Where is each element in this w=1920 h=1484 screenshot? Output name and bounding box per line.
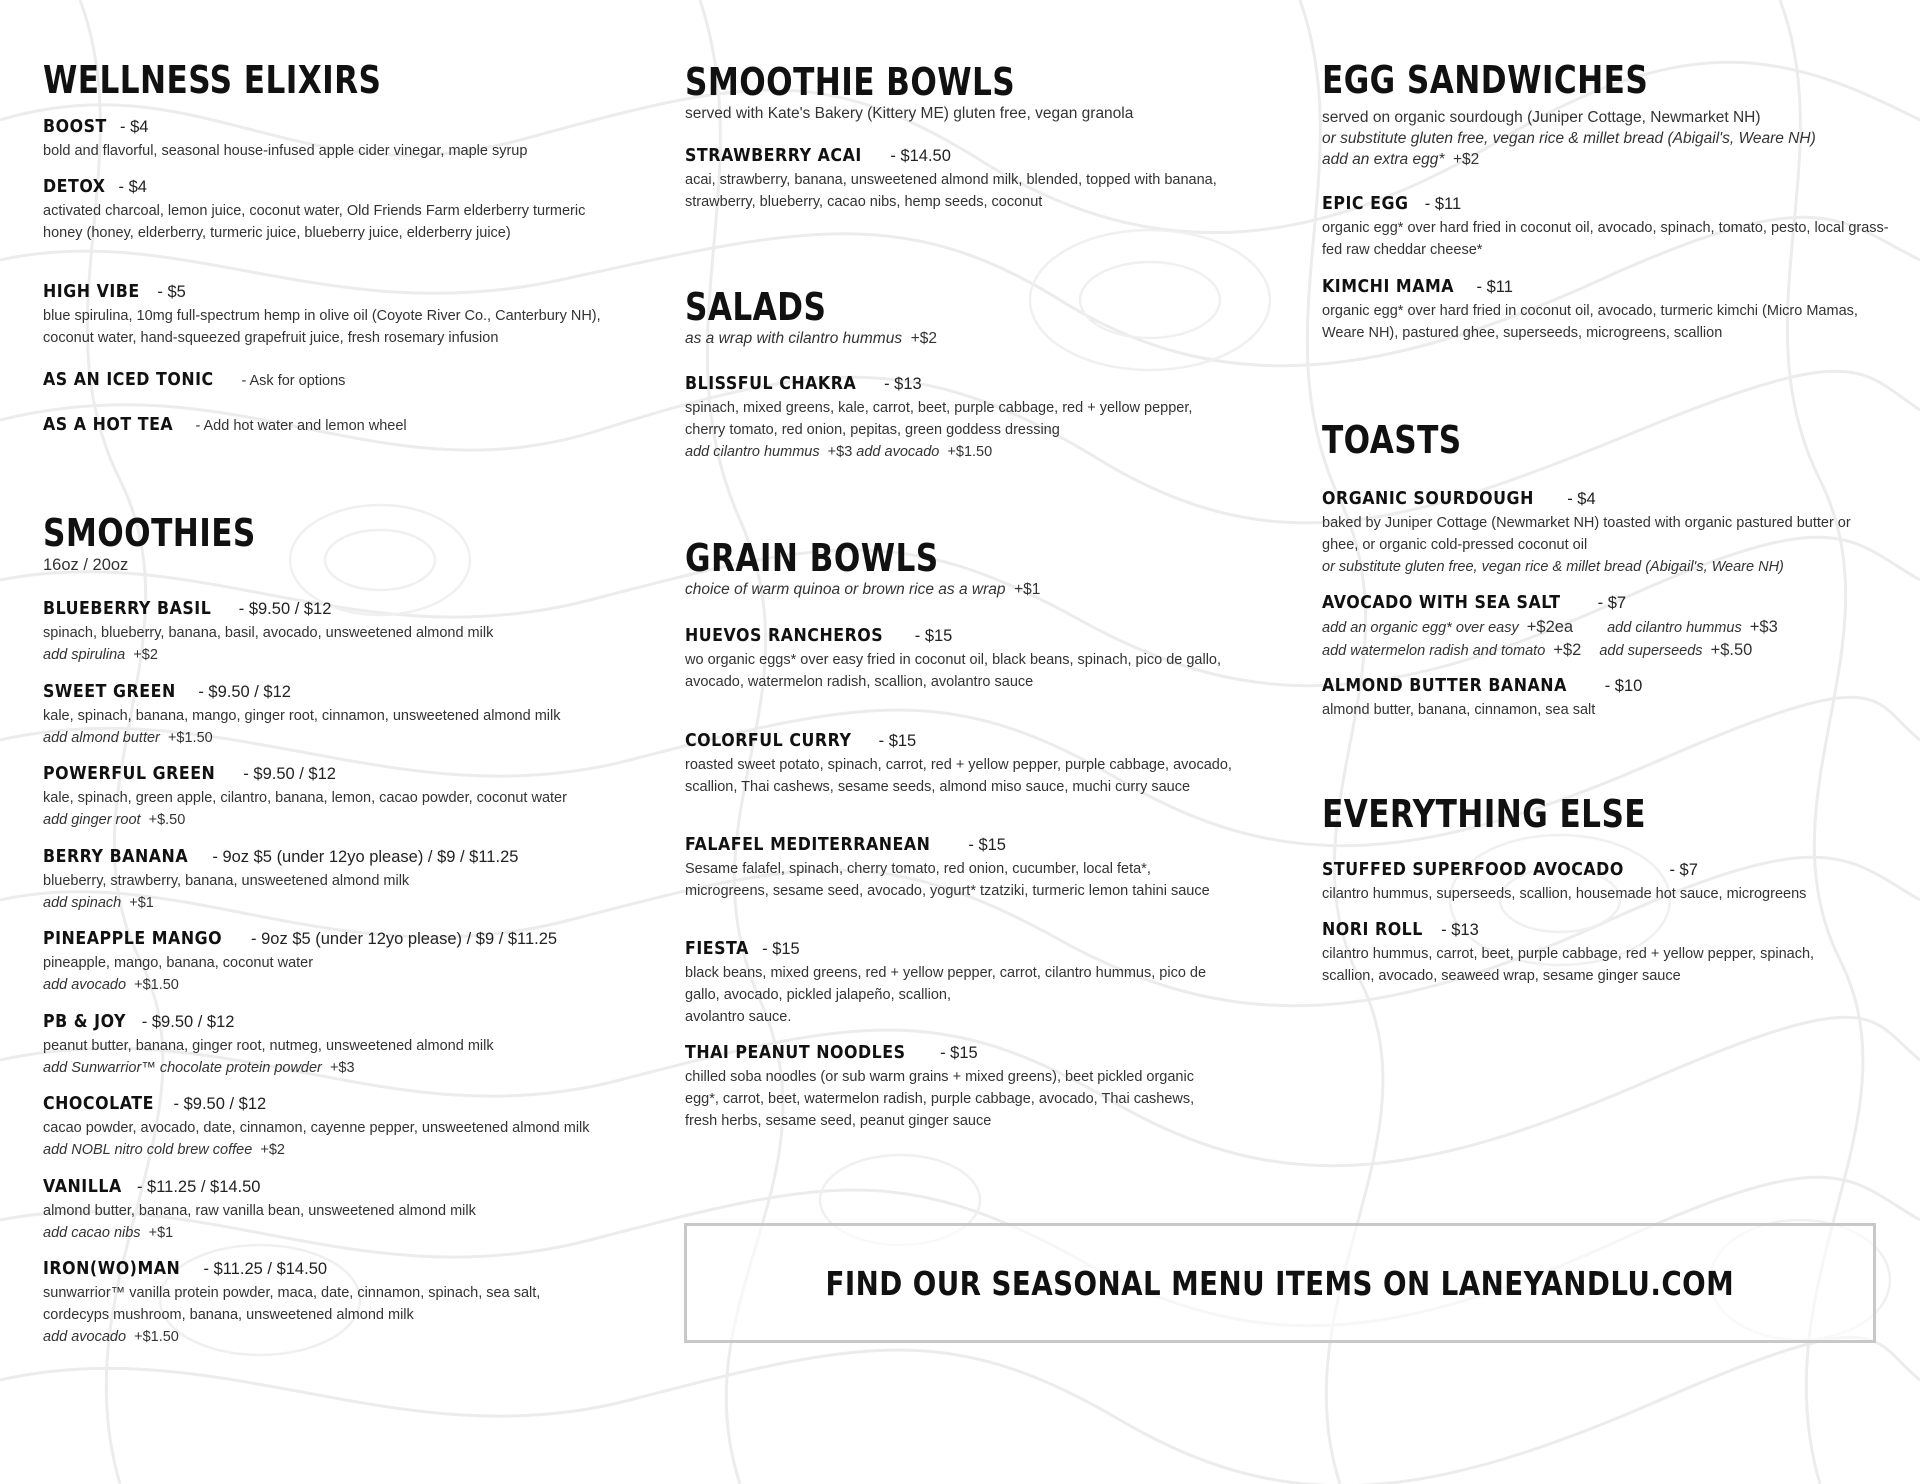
menu-item-boost xyxy=(43,115,623,162)
addon-label: add an organic egg* over easy xyxy=(1322,620,1519,636)
banner-text: FIND OUR SEASONAL MENU ITEMS ON LANEYANDLU.COM xyxy=(825,1263,1735,1303)
subtitle-text: as a wrap with cilantro hummus xyxy=(685,330,903,347)
addon-price: +$2 xyxy=(260,1142,285,1158)
item-description: cilantro hummus, carrot, beet, purple cabbage, red + yellow pepper, spinach, scallion, avocado, seaweed wrap, sesame ginger sauce xyxy=(1322,946,1815,984)
item-price: - $7 xyxy=(1597,594,1627,612)
section-addon xyxy=(1322,150,1892,170)
menu-item-detox xyxy=(43,175,603,244)
item-name: HIGH VIBE xyxy=(43,281,140,302)
menu-item-avocado-sea-salt xyxy=(1322,591,1892,662)
menu-item-high-vibe xyxy=(43,280,603,349)
subtitle-price: +$2 xyxy=(910,330,938,347)
item-price: - $11 xyxy=(1424,195,1462,213)
menu-item-berry-banana xyxy=(43,845,623,914)
item-name: AS AN ICED TONIC xyxy=(43,369,214,390)
addon-price: +$3 xyxy=(1749,618,1778,636)
menu-item-epic-egg xyxy=(1322,192,1892,261)
subtitle-text: choice of warm quinoa or brown rice as a wrap xyxy=(685,581,1006,598)
addon-price: +$2 xyxy=(133,647,158,663)
item-addon xyxy=(43,1057,623,1079)
addon-price: +$.50 xyxy=(148,812,186,828)
item-name: SWEET GREEN xyxy=(43,681,176,702)
item-description: activated charcoal, lemon juice, coconut water, Old Friends Farm elderberry turmeric honey (honey, elderberry, turmeric juice, blueberry juice, elderberry juice) xyxy=(43,203,586,241)
item-price: - $11 xyxy=(1476,278,1513,296)
item-description: kale, spinach, banana, mango, ginger root, cinnamon, unsweetened almond milk xyxy=(43,708,561,724)
menu-item-pb-and-joy xyxy=(43,1010,623,1079)
menu-item-fiesta xyxy=(685,937,1245,1028)
seasonal-menu-banner xyxy=(684,1223,1876,1343)
item-description-continued: avolantro sauce. xyxy=(685,1009,792,1025)
menu-item-kimchi-mama xyxy=(1322,275,1862,344)
item-name: FIESTA xyxy=(685,938,749,959)
item-name: STRAWBERRY ACAI xyxy=(685,145,862,166)
section-subtitle: 16oz / 20oz xyxy=(43,556,129,574)
item-name: BOOST xyxy=(43,116,107,137)
item-price: - Ask for options xyxy=(241,373,346,389)
item-addons-row-1 xyxy=(1322,616,1892,639)
item-description: black beans, mixed greens, red + yellow pepper, carrot, cilantro hummus, pico de gallo, avocado, pickled jalapeño, scallion, xyxy=(685,965,1207,1003)
item-name: COLORFUL CURRY xyxy=(685,730,852,751)
item-description: pineapple, mango, banana, coconut water xyxy=(43,955,314,971)
addon-label: add superseeds xyxy=(1599,643,1703,659)
section-title: SMOOTHIES xyxy=(43,511,256,555)
item-description: blueberry, strawberry, banana, unsweetened almond milk xyxy=(43,873,410,889)
item-price: - 9oz $5 (under 12yo please) / $9 / $11.25 xyxy=(212,848,519,866)
item-price: - $11.25 / $14.50 xyxy=(136,1178,261,1196)
item-name: PB & JOY xyxy=(43,1011,127,1032)
item-addon xyxy=(43,1222,623,1244)
menu-item-almond-butter-banana xyxy=(1322,674,1882,721)
menu-item-blueberry-basil xyxy=(43,597,623,666)
addon-label: add avocado xyxy=(43,1329,127,1345)
toasts-section xyxy=(1322,418,1892,462)
item-description: sunwarrior™ vanilla protein powder, maca, date, cinnamon, spinach, sea salt, cordecyps mushroom, banana, unsweetened almond milk xyxy=(43,1285,541,1323)
item-name: BERRY BANANA xyxy=(43,846,189,867)
section-subtitle xyxy=(685,329,1245,349)
item-description: cilantro hummus, superseeds, scallion, housemade hot sauce, microgreens xyxy=(1322,886,1807,902)
salads-section xyxy=(685,285,1245,349)
item-description: spinach, blueberry, banana, basil, avocado, unsweetened almond milk xyxy=(43,625,494,641)
item-price: - $10 xyxy=(1604,677,1643,695)
grain-bowls-section xyxy=(685,536,1245,600)
item-addon xyxy=(43,809,623,831)
addon-price: +$1.50 xyxy=(947,444,993,460)
left-column xyxy=(43,0,623,1484)
item-name: AVOCADO WITH SEA SALT xyxy=(1322,592,1561,613)
item-price: - $7 xyxy=(1669,861,1698,879)
item-description: organic egg* over hard fried in coconut oil, avocado, turmeric kimchi (Micro Mamas, Weare NH), pastured ghee, superseeds, microgreens, scallion xyxy=(1322,303,1858,341)
menu-item-blissful-chakra xyxy=(685,372,1235,463)
section-title: GRAIN BOWLS xyxy=(685,536,939,580)
item-price: - $14.50 xyxy=(890,147,951,165)
addon-price: +$2 xyxy=(1553,641,1582,659)
item-price: - $9.50 / $12 xyxy=(243,765,336,783)
menu-item-powerful-green xyxy=(43,762,623,831)
item-description: roasted sweet potato, spinach, carrot, red + yellow pepper, purple cabbage, avocado, scallion, Thai cashews, sesame seeds, almond miso sauce, muchi curry sauce xyxy=(685,757,1232,795)
item-description: bold and flavorful, seasonal house-infused apple cider vinegar, maple syrup xyxy=(43,143,528,159)
item-name: NORI ROLL xyxy=(1322,919,1423,940)
item-price: - $9.50 / $12 xyxy=(198,683,291,701)
section-title: TOASTS xyxy=(1322,418,1462,462)
section-title: EVERYTHING ELSE xyxy=(1322,792,1646,836)
item-price: - $9.50 / $12 xyxy=(238,600,332,618)
item-name: IRON(WO)MAN xyxy=(43,1258,181,1279)
wellness-elixirs-section xyxy=(43,58,623,102)
item-price: - $15 xyxy=(968,836,1006,854)
addon-price: +$3 xyxy=(329,1060,355,1076)
item-name: EPIC EGG xyxy=(1322,193,1409,214)
item-description: spinach, mixed greens, kale, carrot, beet, purple cabbage, red + yellow pepper, cherry tomato, red onion, pepitas, green goddess dressing xyxy=(685,400,1193,438)
section-title: WELLNESS ELIXIRS xyxy=(43,58,382,102)
item-addon xyxy=(43,1326,603,1348)
section-subtitle: served with Kate's Bakery (Kittery ME) gluten free, vegan granola xyxy=(685,105,1134,122)
addon-label: add cilantro hummus xyxy=(1607,620,1742,636)
menu-item-nori-roll xyxy=(1322,918,1862,987)
item-price: - Add hot water and lemon wheel xyxy=(195,418,407,434)
item-name: HUEVOS RANCHEROS xyxy=(685,625,884,646)
menu-item-thai-peanut-noodles xyxy=(685,1041,1225,1132)
item-price: - $4 xyxy=(120,118,149,136)
section-subtitle: served on organic sourdough (Juniper Cottage, Newmarket NH) xyxy=(1322,109,1761,126)
item-price: - $5 xyxy=(157,283,186,301)
item-price: - $15 xyxy=(914,627,953,645)
item-addon xyxy=(43,1139,623,1161)
egg-sandwiches-section xyxy=(1322,58,1892,170)
item-price: - $15 xyxy=(940,1044,978,1062)
addon-label: add cacao nibs xyxy=(43,1225,141,1241)
item-name: POWERFUL GREEN xyxy=(43,763,216,784)
item-name: BLISSFUL CHAKRA xyxy=(685,373,857,394)
item-addon xyxy=(43,644,623,666)
subtitle-price: +$1 xyxy=(1014,581,1041,598)
menu-item-huevos-rancheros xyxy=(685,624,1225,693)
item-price: - $4 xyxy=(118,178,147,196)
item-addons xyxy=(685,441,1235,463)
item-price: - $15 xyxy=(878,732,917,750)
item-price: - $13 xyxy=(884,375,922,393)
item-alternative: or substitute gluten free, vegan rice & millet bread (Abigail's, Weare NH) xyxy=(1322,559,1784,575)
menu-item-iced-tonic xyxy=(43,368,603,393)
item-name: ORGANIC SOURDOUGH xyxy=(1322,488,1534,509)
item-price: - $9.50 / $12 xyxy=(173,1095,267,1113)
addon-price: +$1.50 xyxy=(167,730,213,746)
addon-label: add almond butter xyxy=(43,730,160,746)
item-name: BLUEBERRY BASIL xyxy=(43,598,212,619)
addon-price: +$1 xyxy=(148,1225,174,1241)
addon-price: +$2ea xyxy=(1526,618,1574,636)
menu-item-pineapple-mango xyxy=(43,927,623,996)
menu-item-vanilla xyxy=(43,1175,623,1244)
right-column xyxy=(1322,0,1892,1200)
addon-label: add avocado xyxy=(856,444,940,460)
addon-label: add ginger root xyxy=(43,812,141,828)
item-description: chilled soba noodles (or sub warm grains + mixed greens), beet pickled organic egg*, carrot, beet, watermelon radish, purple cabbage, avocado, Thai cashews, fresh herbs, sesame seed, peanut ginger sauce xyxy=(685,1069,1195,1129)
item-addon xyxy=(43,727,623,749)
addon-price: +$1.50 xyxy=(134,1329,179,1345)
item-addon xyxy=(43,892,623,914)
item-name: CHOCOLATE xyxy=(43,1093,154,1114)
addon-label: add avocado xyxy=(43,977,127,993)
menu-item-falafel-mediterranean xyxy=(685,833,1215,902)
section-title: SMOOTHIE BOWLS xyxy=(685,60,1016,104)
item-description: organic egg* over hard fried in coconut oil, avocado, spinach, tomato, pesto, local grass-fed raw cheddar cheese* xyxy=(1322,220,1889,258)
item-name: KIMCHI MAMA xyxy=(1322,276,1455,297)
item-price: - $11.25 / $14.50 xyxy=(203,1260,328,1278)
item-description: acai, strawberry, banana, unsweetened almond milk, blended, topped with banana, strawberry, blueberry, cacao nibs, hemp seeds, coconut xyxy=(685,172,1217,210)
addon-label: add an extra egg* xyxy=(1322,151,1445,168)
menu-item-organic-sourdough xyxy=(1322,487,1882,578)
addon-label: add Sunwarrior™ chocolate protein powder xyxy=(43,1060,322,1076)
addon-price: +$1 xyxy=(129,895,154,911)
section-subtitle-alt: or substitute gluten free, vegan rice & millet bread (Abigail's, Weare NH) xyxy=(1322,130,1816,147)
item-price: - $13 xyxy=(1441,921,1479,939)
menu-item-stuffed-superfood-avocado xyxy=(1322,858,1882,905)
item-description: blue spirulina, 10mg full-spectrum hemp in olive oil (Coyote River Co., Canterbury NH), coconut water, hand-squeezed grapefruit juice, fresh rosemary infusion xyxy=(43,308,601,346)
everything-else-section xyxy=(1322,792,1892,836)
item-description: almond butter, banana, cinnamon, sea salt xyxy=(1322,702,1596,718)
item-price: - $4 xyxy=(1567,490,1596,508)
addon-label: add watermelon radish and tomato xyxy=(1322,643,1546,659)
menu-item-colorful-curry xyxy=(685,729,1235,798)
menu-item-strawberry-acai xyxy=(685,144,1225,213)
item-description: wo organic eggs* over easy fried in coconut oil, black beans, spinach, pico de gallo, avocado, watermelon radish, scallion, avolantro sauce xyxy=(685,652,1222,690)
item-description: almond butter, banana, raw vanilla bean, unsweetened almond milk xyxy=(43,1203,476,1219)
item-description: baked by Juniper Cottage (Newmarket NH) toasted with organic pastured butter or ghee, or organic cold-pressed coconut oil xyxy=(1322,515,1851,553)
section-title: SALADS xyxy=(685,285,827,329)
item-description: kale, spinach, green apple, cilantro, banana, lemon, cacao powder, coconut water xyxy=(43,790,567,806)
item-addon xyxy=(43,974,623,996)
item-description: cacao powder, avocado, date, cinnamon, cayenne pepper, unsweetened almond milk xyxy=(43,1120,590,1136)
menu-item-ironwoman xyxy=(43,1257,603,1348)
item-name: ALMOND BUTTER BANANA xyxy=(1322,675,1567,696)
item-addons-row-2 xyxy=(1322,639,1892,662)
item-name: STUFFED SUPERFOOD AVOCADO xyxy=(1322,859,1624,880)
item-name: AS A HOT TEA xyxy=(43,414,174,435)
menu-item-sweet-green xyxy=(43,680,623,749)
item-name: THAI PEANUT NOODLES xyxy=(685,1042,906,1063)
addon-price: +$2 xyxy=(1453,151,1480,168)
smoothies-section xyxy=(43,511,623,575)
item-description: Sesame falafel, spinach, cherry tomato, red onion, cucumber, local feta*, microgreens, sesame seed, avocado, yogurt* tzatziki, turmeric lemon tahini sauce xyxy=(685,861,1210,899)
addon-price: +$1.50 xyxy=(134,977,179,993)
menu-item-chocolate xyxy=(43,1092,623,1161)
item-price: - $9.50 / $12 xyxy=(141,1013,235,1031)
addon-label: add cilantro hummus xyxy=(685,444,820,460)
addon-label: add spinach xyxy=(43,895,122,911)
menu-item-hot-tea xyxy=(43,413,603,438)
item-name: PINEAPPLE MANGO xyxy=(43,928,223,949)
item-name: FALAFEL MEDITERRANEAN xyxy=(685,834,931,855)
smoothie-bowls-section xyxy=(685,60,1245,124)
item-price: - $15 xyxy=(762,940,800,958)
addon-label: add NOBL nitro cold brew coffee xyxy=(43,1142,253,1158)
section-title: EGG SANDWICHES xyxy=(1322,58,1649,102)
item-name: VANILLA xyxy=(43,1176,122,1197)
item-name: DETOX xyxy=(43,176,106,197)
addon-price: +$3 xyxy=(827,444,853,460)
section-subtitle xyxy=(685,580,1245,600)
item-description: peanut butter, banana, ginger root, nutmeg, unsweetened almond milk xyxy=(43,1038,494,1054)
addon-label: add spirulina xyxy=(43,647,126,663)
addon-price: +$.50 xyxy=(1710,641,1753,659)
middle-column xyxy=(685,0,1245,1200)
item-price: - 9oz $5 (under 12yo please) / $9 / $11.25 xyxy=(251,930,558,948)
